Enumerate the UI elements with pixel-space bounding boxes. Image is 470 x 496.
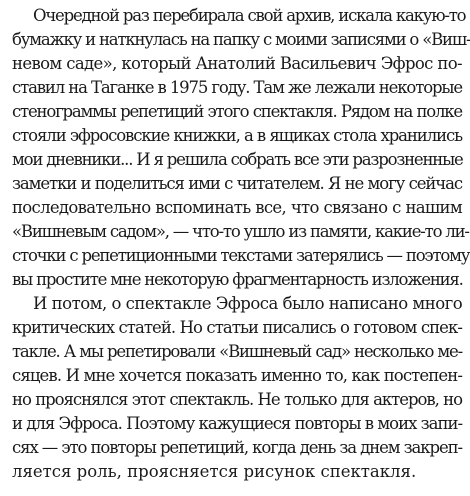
text-line-5: стенограммы репетиций этого спектакля. Рядом на полке (12, 102, 462, 121)
text-line-16: сяцев. И мне хочется показать именно то, как постепен- (12, 366, 462, 385)
text-line-13: И потом, о спектакле Эфроса было написано много (33, 294, 463, 313)
text-line-3: невом саде», который Анатолий Васильевич Эфрос по- (12, 54, 462, 73)
text-line-12: вы простите мне некоторую фрагментарность изложения. (12, 270, 463, 289)
text-line-19: сях — это повторы репетиций, когда день за днем закреп- (12, 438, 462, 457)
text-line-18: и для Эфроса. Поэтому кажущиеся повторы в моих запи- (12, 414, 463, 433)
text-line-15: такле. А мы репетировали «Вишневый сад» несколько ме- (12, 342, 462, 361)
text-line-1: Очередной раз перебирала свой архив, искала какую-то (33, 6, 466, 25)
text-line-7: мои дневники... И я решила собрать все эти разрозненные (12, 150, 463, 169)
text-line-14: критических статей. Но статьи писались о готовом спек- (12, 318, 462, 337)
text-line-20: ляется роль, проясняется рисунок спектакля. (12, 462, 417, 481)
text-line-11: сточки с репетиционными текстами затерялись — поэтому (12, 246, 470, 265)
text-line-8: заметки и поделиться ими с читателем. Я не могу сейчас (12, 174, 462, 193)
text-line-9: последовательно вспоминать все, что связано с нашим (12, 198, 462, 217)
text-line-4: ставил на Таганке в 1975 году. Там же лежали некоторые (12, 78, 462, 97)
text-line-6: стояли эфросовские книжки, а в ящиках стола хранились (12, 126, 462, 145)
text-line-17: но прояснялся этот спектакль. Не только для актеров, но (12, 390, 462, 409)
text-line-2: бумажку и наткнулась на папку с моими записями о «Виш- (12, 30, 470, 49)
text-line-10: «Вишневым садом», — что-то ушло из памяти, какие-то ли- (12, 222, 469, 241)
